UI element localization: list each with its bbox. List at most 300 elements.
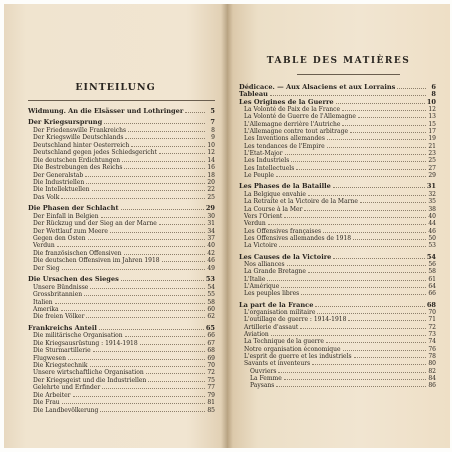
toc-entry-title: Die Ursachen des Sieges (28, 275, 119, 284)
toc-entry-title: Artillerie d'assaut (244, 323, 299, 331)
toc-entry-title: La Victoire (244, 242, 278, 250)
toc-entry-title: Das Volk (33, 193, 60, 201)
toc-page-number: 9 (211, 134, 215, 142)
toc-entry (239, 198, 436, 205)
toc-entry (239, 135, 436, 142)
toc-leader-dots (343, 346, 426, 351)
toc-entry-title: L'esprit de guerre et les industriels (244, 353, 352, 361)
toc-page-number: 27 (428, 164, 436, 172)
toc-leader-dots (121, 205, 204, 210)
toc-entry (28, 284, 215, 291)
toc-page-number: 60 (207, 305, 215, 313)
toc-entry-title: La Retraite et la Victoire de la Marne (244, 198, 358, 206)
toc-entry (239, 228, 436, 235)
toc-leader-dots (327, 143, 426, 148)
toc-entry (239, 128, 436, 135)
toc-leader-dots (124, 250, 205, 255)
toc-leader-dots (315, 302, 424, 307)
toc-leader-dots (162, 257, 205, 262)
toc-leader-dots (348, 316, 426, 321)
toc-leader-dots (342, 106, 426, 111)
toc-entry (28, 392, 215, 399)
toc-leader-dots (185, 108, 205, 113)
toc-entry (239, 143, 436, 150)
toc-entry (239, 254, 436, 261)
toc-page-number: 72 (207, 369, 215, 377)
toc-entry-title: Les Offensives allemandes de 1918 (244, 234, 352, 242)
toc-leader-dots (358, 113, 426, 118)
left-table-of-contents (28, 108, 215, 414)
toc-entry-title: Les Intellectuels (244, 164, 295, 172)
toc-leader-dots (287, 261, 426, 266)
toc-entry (239, 382, 436, 389)
toc-entry (239, 206, 436, 213)
toc-leader-dots (350, 128, 426, 133)
toc-leader-dots (333, 183, 425, 188)
toc-entry (28, 377, 215, 384)
toc-entry (28, 407, 215, 414)
toc-entry-title: Les Industriels (244, 157, 290, 165)
toc-entry (239, 150, 436, 157)
toc-page-number: 44 (428, 220, 436, 228)
toc-page-number: 25 (428, 157, 436, 165)
toc-leader-dots (102, 384, 205, 389)
toc-entry (28, 362, 215, 369)
toc-page-number: 8 (431, 90, 436, 99)
toc-page-number: 54 (207, 283, 215, 291)
toc-entry (239, 121, 436, 128)
toc-page-number: 30 (207, 212, 215, 220)
toc-entry (28, 179, 215, 186)
toc-entry-title: Die Arbeiter (33, 391, 71, 399)
toc-page-number: 77 (207, 384, 215, 392)
toc-page-number: 53 (205, 275, 215, 284)
toc-entry-title: Der Einfall in Belgien (33, 212, 99, 220)
toc-leader-dots (336, 99, 425, 104)
toc-entry-title: Verdun (244, 220, 266, 228)
toc-entry-title: Die Bestrebungen des Reichs (33, 164, 123, 172)
toc-page-number: 6 (431, 83, 436, 91)
toc-page-number: 31 (426, 182, 436, 191)
toc-entry (239, 331, 436, 338)
toc-entry (28, 142, 215, 149)
toc-leader-dots (90, 284, 205, 289)
toc-leader-dots (55, 299, 205, 304)
toc-entry-title: Ouvriers (250, 367, 277, 375)
toc-leader-dots (125, 134, 205, 139)
toc-leader-dots (360, 198, 426, 203)
toc-leader-dots (284, 213, 426, 218)
toc-entry (239, 283, 436, 290)
left-title-rule (28, 100, 215, 101)
toc-entry (28, 276, 215, 283)
toc-entry (239, 368, 436, 375)
toc-entry-title: Savants et inventeurs (244, 360, 311, 368)
toc-page-number: 10 (426, 97, 436, 106)
toc-entry-title: Les Inventions allemandes (244, 135, 325, 143)
toc-entry (239, 191, 436, 198)
toc-entry (28, 164, 215, 171)
toc-entry (239, 316, 436, 323)
toc-entry-title: La Volonté de Paix de la France (244, 106, 341, 114)
toc-leader-dots (304, 206, 426, 211)
toc-page-number: 20 (207, 178, 215, 186)
toc-leader-dots (268, 220, 426, 225)
toc-entry (28, 399, 215, 406)
toc-entry (239, 346, 436, 353)
toc-page-number: 40 (207, 242, 215, 250)
toc-entry (239, 353, 436, 360)
toc-entry (239, 157, 436, 164)
toc-page-number: 68 (426, 300, 436, 309)
toc-entry (28, 186, 215, 193)
toc-entry-title: Unsere Bündnisse (33, 283, 89, 291)
toc-entry (28, 119, 215, 126)
toc-leader-dots (93, 347, 205, 352)
toc-entry (239, 106, 436, 113)
toc-page-number: 62 (207, 313, 215, 321)
toc-leader-dots (62, 399, 205, 404)
toc-leader-dots (125, 332, 205, 337)
toc-entry-title: Paysans (250, 382, 275, 390)
toc-entry (239, 276, 436, 283)
toc-entry (239, 268, 436, 275)
toc-entry (239, 309, 436, 316)
toc-entry-title: La Belgique envahie (244, 190, 306, 198)
toc-entry (239, 213, 436, 220)
toc-entry (239, 235, 436, 242)
toc-leader-dots (276, 382, 426, 387)
toc-entry (239, 375, 436, 382)
toc-entry-title: Frankreichs Anteil (28, 323, 97, 332)
toc-page-number: 29 (205, 204, 215, 213)
toc-entry (28, 149, 215, 156)
toc-leader-dots (122, 157, 205, 162)
toc-page-number: 46 (428, 227, 436, 235)
toc-leader-dots (301, 290, 426, 295)
toc-leader-dots (99, 325, 204, 330)
toc-leader-dots (397, 84, 426, 89)
toc-entry (28, 384, 215, 391)
toc-entry (239, 165, 436, 172)
toc-entry (239, 220, 436, 227)
toc-page-number: 7 (210, 118, 215, 127)
toc-entry-title: Deutschland hinter Oesterreich (33, 141, 130, 149)
toc-page-number: 55 (207, 291, 215, 299)
toc-entry (28, 127, 215, 134)
toc-entry (28, 194, 215, 201)
toc-entry-title: Le Peuple (244, 172, 274, 180)
toc-page-number: 56 (428, 260, 436, 268)
toc-entry-title: Verdun (33, 242, 55, 250)
toc-leader-dots (326, 338, 426, 343)
toc-entry-title: Die militärische Organisation (33, 332, 123, 340)
toc-entry-title: Der Sieg (33, 264, 60, 272)
toc-page-number: 82 (428, 367, 436, 375)
toc-leader-dots (308, 191, 426, 196)
toc-page-number: 15 (428, 120, 436, 128)
toc-entry (28, 340, 215, 347)
toc-entry (28, 265, 215, 272)
toc-entry (28, 108, 215, 115)
toc-leader-dots (333, 254, 424, 259)
toc-leader-dots (90, 362, 205, 367)
toc-entry-title: L'Italie (244, 275, 266, 283)
toc-leader-dots (110, 228, 205, 233)
toc-leader-dots (300, 324, 426, 329)
toc-leader-dots (281, 283, 426, 288)
right-table-of-contents (239, 84, 436, 390)
toc-page-number: 58 (428, 268, 436, 276)
toc-page-number: 65 (205, 323, 215, 332)
toc-page-number: 5 (210, 107, 215, 115)
toc-entry-title: La Femme (250, 375, 282, 383)
toc-page-number: 8 (211, 126, 215, 134)
toc-entry-title: Grossbritannien (33, 291, 83, 299)
toc-page-number: 14 (207, 156, 215, 164)
toc-entry-title: L'Etat-Major (244, 150, 283, 158)
toc-entry-title: La part de la France (239, 300, 314, 309)
toc-entry (239, 360, 436, 367)
right-page-title: TABLE DES MATIÈRES (266, 56, 411, 66)
toc-entry (239, 172, 436, 179)
toc-entry-title: Unsere wirtschaftliche Organisation (33, 369, 144, 377)
toc-page-number: 34 (207, 227, 215, 235)
toc-leader-dots (353, 235, 426, 240)
toc-entry-title: Vers l'Orient (244, 212, 283, 220)
toc-page-number: 67 (207, 339, 215, 347)
toc-page-number: 75 (207, 376, 215, 384)
toc-leader-dots (85, 172, 205, 177)
toc-entry-title: L'Allemagne derrière l'Autriche (244, 120, 341, 128)
toc-entry (28, 332, 215, 339)
toc-leader-dots (270, 91, 426, 96)
toc-entry (28, 355, 215, 362)
toc-leader-dots (100, 407, 205, 412)
toc-entry (28, 134, 215, 141)
toc-entry-title: Italien (33, 298, 53, 306)
toc-page-number: 85 (207, 406, 215, 414)
toc-entry (28, 257, 215, 264)
toc-entry (239, 84, 436, 91)
toc-entry-title: Les Causes de la Victoire (239, 252, 332, 261)
toc-entry-title: Die Phasen der Schlacht (28, 204, 119, 213)
toc-entry (239, 324, 436, 331)
toc-leader-dots (73, 392, 205, 397)
toc-leader-dots (128, 127, 205, 132)
toc-leader-dots (140, 340, 205, 345)
toc-leader-dots (284, 375, 426, 380)
toc-entry-title: L'Allemagne contre tout arbitrage (244, 128, 349, 136)
toc-entry-title: Les Offensives françaises (244, 227, 322, 235)
toc-page-number: 68 (207, 347, 215, 355)
toc-leader-dots (342, 121, 426, 126)
toc-entry-title: La Course à la Mer (244, 205, 303, 213)
toc-page-number: 23 (428, 150, 436, 158)
toc-page-number: 31 (207, 220, 215, 228)
toc-leader-dots (121, 276, 204, 281)
toc-page-number: 64 (428, 282, 436, 290)
toc-page-number: 69 (207, 354, 215, 362)
toc-entry-title: Die Frau (33, 399, 60, 407)
toc-page-number: 22 (207, 186, 215, 194)
toc-leader-dots (279, 242, 426, 247)
toc-page-number: 78 (428, 353, 436, 361)
toc-leader-dots (62, 265, 205, 270)
toc-entry (28, 172, 215, 179)
toc-entry-title: La Volonté de Guerre de l'Allemagne (244, 113, 356, 121)
toc-entry (28, 369, 215, 376)
toc-entry-title: Aviation (244, 331, 269, 338)
toc-entry-title: La Grande Bretagne (244, 268, 306, 276)
toc-entry-title: Amerika (33, 305, 59, 313)
toc-leader-dots (285, 150, 426, 155)
toc-page-number: 76 (428, 345, 436, 353)
toc-leader-dots (317, 309, 426, 314)
toc-page-number: 38 (428, 205, 436, 213)
toc-leader-dots (327, 135, 426, 140)
toc-entry-title: L'Amérique (244, 282, 280, 290)
toc-leader-dots (88, 235, 206, 240)
toc-entry-title: Deutschland gegen jedes Schiedsgericht (33, 149, 157, 157)
toc-entry-title: Der Rückzug und der Sieg an der Marne (33, 220, 157, 228)
right-page (227, 4, 450, 448)
toc-entry (28, 220, 215, 227)
toc-entry-title: Die Kriegstechnik (33, 362, 88, 369)
toc-entry-title: Les Phases de la Bataille (239, 182, 331, 191)
toc-entry-title: Nos alliances (244, 260, 285, 268)
toc-page-number: 16 (207, 164, 215, 172)
toc-page-number: 12 (428, 106, 436, 114)
toc-leader-dots (354, 353, 426, 358)
toc-page-number: 35 (428, 198, 436, 206)
toc-leader-dots (101, 213, 205, 218)
toc-entry (28, 299, 215, 306)
toc-page-number: 72 (428, 323, 436, 331)
toc-entry (28, 291, 215, 298)
toc-page-number: 66 (207, 332, 215, 340)
toc-entry-title: Flugwesen (33, 354, 66, 362)
toc-entry-title: Die Kriegsausrüstung : 1914-1918 (33, 339, 138, 347)
toc-leader-dots (308, 268, 426, 273)
toc-entry (239, 113, 436, 120)
toc-entry-title: Die Intellektuellen (33, 186, 90, 194)
toc-entry (239, 242, 436, 249)
toc-entry (28, 347, 215, 354)
open-book (4, 4, 450, 448)
toc-page-number: 80 (428, 360, 436, 368)
toc-page-number: 70 (207, 362, 215, 369)
toc-entry (28, 306, 215, 313)
toc-leader-dots (84, 291, 205, 296)
toc-entry (28, 157, 215, 164)
toc-entry-title: Der Kriegsursprung (28, 118, 103, 127)
toc-entry-title: Les peuples libres (244, 290, 300, 298)
toc-leader-dots (146, 369, 205, 374)
toc-page-number: 79 (207, 391, 215, 399)
toc-page-number: 49 (207, 264, 215, 272)
toc-entry-title: L'organisation militaire (244, 308, 316, 316)
toc-entry-title: Die freien Völker (33, 313, 85, 321)
toc-page-number: 32 (428, 190, 436, 198)
toc-page-number: 42 (207, 249, 215, 257)
toc-leader-dots (291, 157, 426, 162)
toc-entry-title: Les Origines de la Guerre (239, 97, 334, 106)
left-page (4, 4, 227, 448)
toc-page-number: 61 (428, 275, 436, 283)
toc-entry-title: La Technique de la guerre (244, 338, 324, 346)
toc-page-number: 21 (428, 142, 436, 150)
toc-entry (28, 235, 215, 242)
toc-leader-dots (57, 242, 205, 247)
toc-page-number: 25 (207, 193, 215, 201)
toc-entry (28, 205, 215, 212)
toc-entry (28, 313, 215, 320)
toc-entry-title: Der Generalstab (33, 171, 84, 179)
toc-entry-title: Die Landbevölkerung (33, 406, 99, 414)
toc-entry-title: Widmung. An die Elsässer und Lothringer (28, 107, 184, 115)
toc-entry-title: Tableau (239, 90, 268, 99)
toc-entry (28, 250, 215, 257)
toc-page-number: 86 (428, 382, 436, 390)
toc-entry (239, 338, 436, 345)
toc-entry (239, 290, 436, 297)
toc-page-number: 84 (428, 375, 436, 383)
toc-leader-dots (68, 355, 205, 360)
toc-leader-dots (323, 228, 426, 233)
toc-leader-dots (276, 172, 426, 177)
toc-entry (239, 261, 436, 268)
toc-entry-title: Der Wettlauf zum Meere (33, 227, 108, 235)
toc-page-number: 18 (207, 171, 215, 179)
toc-leader-dots (61, 194, 205, 199)
toc-entry (239, 302, 436, 309)
toc-entry (239, 183, 436, 190)
toc-leader-dots (267, 276, 426, 281)
toc-page-number: 66 (428, 290, 436, 298)
toc-entry-title: Dédicace. — Aux Alsaciens et aux Lorrains (239, 83, 396, 91)
toc-page-number: 19 (428, 135, 436, 143)
toc-page-number: 10 (207, 141, 215, 149)
toc-entry-title: Die französischen Offensiven (33, 249, 122, 257)
toc-page-number: 13 (428, 113, 436, 121)
toc-page-number: 17 (428, 128, 436, 136)
toc-page-number: 37 (207, 235, 215, 242)
toc-leader-dots (296, 165, 426, 170)
toc-leader-dots (86, 179, 205, 184)
toc-page-number: 74 (428, 338, 436, 346)
toc-page-number: 29 (428, 172, 436, 180)
toc-entry-title: L'outillage de guerre : 1914-1918 (244, 316, 347, 324)
toc-entry-title: Die Sturmartillerie (33, 347, 91, 355)
toc-leader-dots (159, 149, 205, 154)
right-title-rule (297, 74, 400, 75)
toc-page-number: 12 (207, 149, 215, 157)
toc-page-number: 71 (428, 316, 436, 324)
toc-entry (28, 213, 215, 220)
toc-page-number: 40 (428, 212, 436, 220)
toc-entry (28, 325, 215, 332)
toc-entry (28, 242, 215, 249)
toc-leader-dots (61, 306, 205, 311)
toc-leader-dots (104, 119, 205, 124)
toc-page-number: 46 (207, 257, 215, 265)
toc-leader-dots (159, 220, 205, 225)
toc-entry-title: Der Kriegsgeist und die Industriellen (33, 376, 147, 384)
toc-leader-dots (148, 377, 205, 382)
toc-leader-dots (124, 164, 205, 169)
toc-leader-dots (131, 142, 205, 147)
